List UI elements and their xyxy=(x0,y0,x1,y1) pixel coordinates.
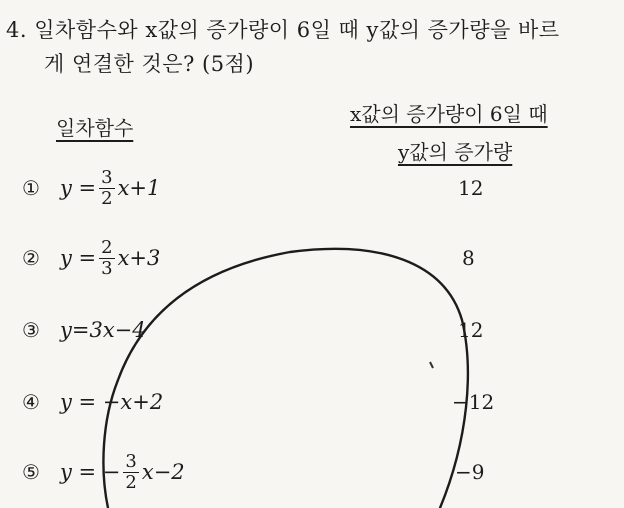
function-5-rest: x−2 xyxy=(141,460,185,484)
function-1-prefix: y = xyxy=(60,176,97,200)
increase-value-5: −9 xyxy=(455,460,485,484)
increase-value-1: 12 xyxy=(458,176,484,200)
question-line-1: 4. 일차함수와 x값의 증가량이 6일 때 y값의 증가량을 바르 xyxy=(6,18,560,42)
increase-value-4: −12 xyxy=(452,390,495,414)
function-5-numerator: 3 xyxy=(125,450,137,472)
function-2-prefix: y = xyxy=(60,246,97,270)
function-3-expression: y=3x−4 xyxy=(60,318,146,342)
function-5-denominator: 2 xyxy=(125,471,137,493)
increase-value-2: 8 xyxy=(462,246,475,270)
function-2-rest: x+3 xyxy=(117,246,161,270)
choice-number-5: ⑤ xyxy=(22,460,40,484)
question-line-2: 게 연결한 것은? (5점) xyxy=(44,52,255,76)
increase-value-3: 12 xyxy=(458,318,484,342)
function-2-denominator: 3 xyxy=(101,257,113,279)
function-4-expression: y = −x+2 xyxy=(60,390,164,414)
choice-number-4: ④ xyxy=(22,390,40,414)
function-5-prefix: y = − xyxy=(60,460,121,484)
function-1-numerator: 3 xyxy=(101,166,113,188)
choice-number-3: ③ xyxy=(22,318,40,342)
function-1-denominator: 2 xyxy=(101,187,113,209)
function-2-numerator: 2 xyxy=(101,236,113,258)
header-linear-function: 일차함수 xyxy=(56,116,134,140)
function-1-rest: x+1 xyxy=(117,176,161,200)
header-increase-line-1: x값의 증가량이 6일 때 xyxy=(350,102,548,126)
choice-number-2: ② xyxy=(22,246,40,270)
header-increase-line-2: y값의 증가량 xyxy=(398,140,513,164)
choice-number-1: ① xyxy=(22,176,40,200)
